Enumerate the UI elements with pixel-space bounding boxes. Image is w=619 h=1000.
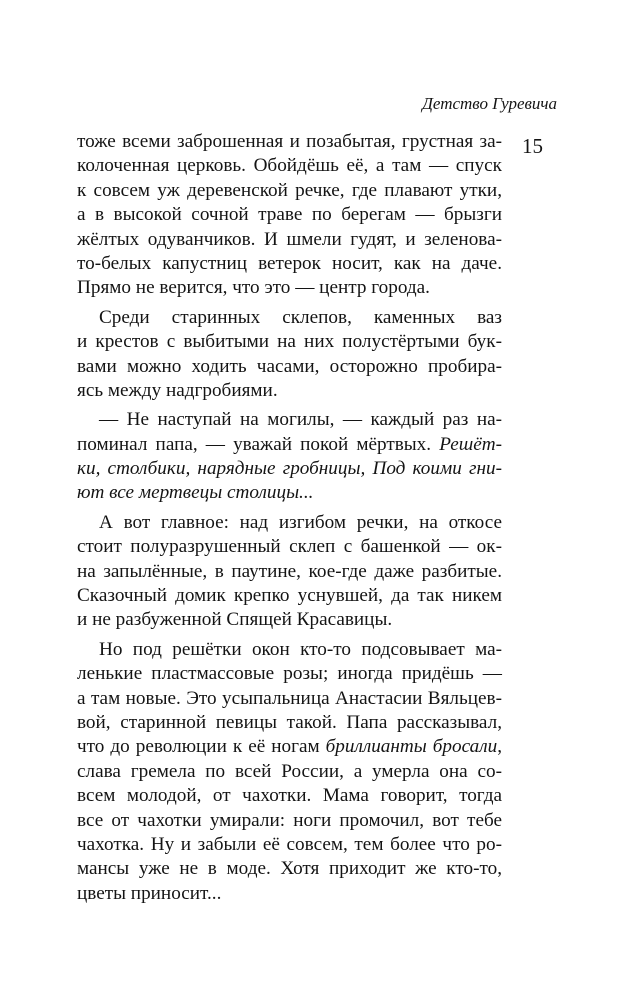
- text-line: [77, 882, 502, 906]
- text-segment: — Не наступай на могилы, — каждый раз на-: [99, 409, 502, 431]
- text-segment: Прямо не верится, что это — центр города.: [77, 277, 430, 299]
- text-line: [77, 306, 502, 330]
- text-line: [77, 330, 502, 354]
- text-segment: А вот главное: над изгибом речки, на откосе: [99, 511, 502, 533]
- text-segment: вами можно ходить часами, осторожно пробира-: [77, 355, 502, 377]
- text-line: [77, 481, 502, 505]
- text-line: [77, 833, 502, 857]
- text-segment: ясь между надгробиями.: [77, 379, 278, 401]
- text-segment: вой, старинной певицы такой. Папа рассказывал,: [77, 711, 502, 733]
- text-line: [77, 252, 502, 276]
- text-line: [77, 760, 502, 784]
- text-segment: и не разбуженной Спящей Красавицы.: [77, 609, 393, 631]
- text-line: [77, 355, 502, 379]
- text-segment: поминал папа, — уважай покой мёртвых.: [77, 433, 440, 455]
- text-line: [77, 662, 502, 686]
- text-line: [77, 608, 502, 632]
- text-segment: Среди старинных склепов, каменных ваз: [99, 306, 502, 328]
- text-segment: на запылённые, в паутине, кое-где даже разбитые.: [77, 560, 502, 582]
- text-segment: Сказочный домик крепко уснувшей, да так никем: [77, 585, 502, 607]
- text-segment: все от чахотки умирали: ноги промочил, вот тебе: [77, 809, 502, 831]
- italic-text-segment: Решёт-: [439, 433, 502, 455]
- text-segment: ленькие пластмассовые розы; иногда придёшь —: [77, 663, 502, 685]
- running-title: Детство Гуревича: [422, 94, 557, 113]
- text-line: [77, 638, 502, 662]
- text-segment: цветы приносит...: [77, 882, 222, 904]
- text-segment: и крестов с выбитыми на них полустёртыми бук-: [77, 331, 502, 353]
- text-line: [77, 130, 502, 154]
- text-segment: жёлтых одуванчиков. И шмели гудят, и зеленова-: [77, 228, 502, 250]
- text-line: [77, 584, 502, 608]
- text-line: [77, 711, 502, 735]
- text-segment: чахотка. Ну и забыли её совсем, тем более что ро-: [77, 833, 502, 855]
- text-segment: колоченная церковь. Обойдёшь её, а там — спуск: [77, 155, 502, 177]
- text-line: [77, 179, 502, 203]
- text-line: [77, 457, 502, 481]
- text-segment: то-белых капустниц ветерок носит, как на даче.: [77, 252, 502, 274]
- text-segment: слава гремела по всей России, а умерла она со-: [77, 760, 502, 782]
- text-segment: тоже всеми заброшенная и позабытая, грустная за-: [77, 131, 502, 152]
- italic-text-segment: ки, столбики, нарядные гробницы, Под коими гни-: [77, 458, 502, 480]
- text-segment: к совсем уж деревенской речке, где плавают утки,: [77, 179, 502, 201]
- text-line: [77, 154, 502, 178]
- text-segment: ,: [497, 736, 502, 758]
- text-segment: а в высокой сочной траве по берегам — брызги: [77, 204, 502, 226]
- italic-text-segment: бриллианты бросали: [325, 736, 498, 758]
- text-line: [77, 560, 502, 584]
- text-line: [77, 687, 502, 711]
- page-number: 15: [522, 134, 543, 158]
- text-segment: стоит полуразрушенный склеп с башенкой — ок-: [77, 536, 502, 558]
- text-line: [77, 784, 502, 808]
- text-line: [77, 228, 502, 252]
- text-segment: всем молодой, от чахотки. Мама говорит, тогда: [77, 785, 502, 807]
- text-segment: мансы уже не в моде. Хотя приходит же кто-то,: [77, 858, 502, 880]
- italic-text-segment: ют все мертвецы столицы...: [77, 482, 314, 504]
- text-segment: Но под решётки окон кто-то подсовывает ма-: [99, 638, 502, 660]
- text-line: [77, 535, 502, 559]
- body-text: [77, 130, 502, 906]
- text-segment: а там новые. Это усыпальница Анастасии Вяльцев-: [77, 687, 502, 709]
- text-segment: что до революции к её ногам: [77, 736, 326, 758]
- text-line: [77, 379, 502, 403]
- text-line: [77, 735, 502, 759]
- text-line: [77, 203, 502, 227]
- text-line: [77, 511, 502, 535]
- text-line: [77, 408, 502, 432]
- text-line: [77, 433, 502, 457]
- text-line: [77, 276, 502, 300]
- text-line: [77, 809, 502, 833]
- text-line: [77, 857, 502, 881]
